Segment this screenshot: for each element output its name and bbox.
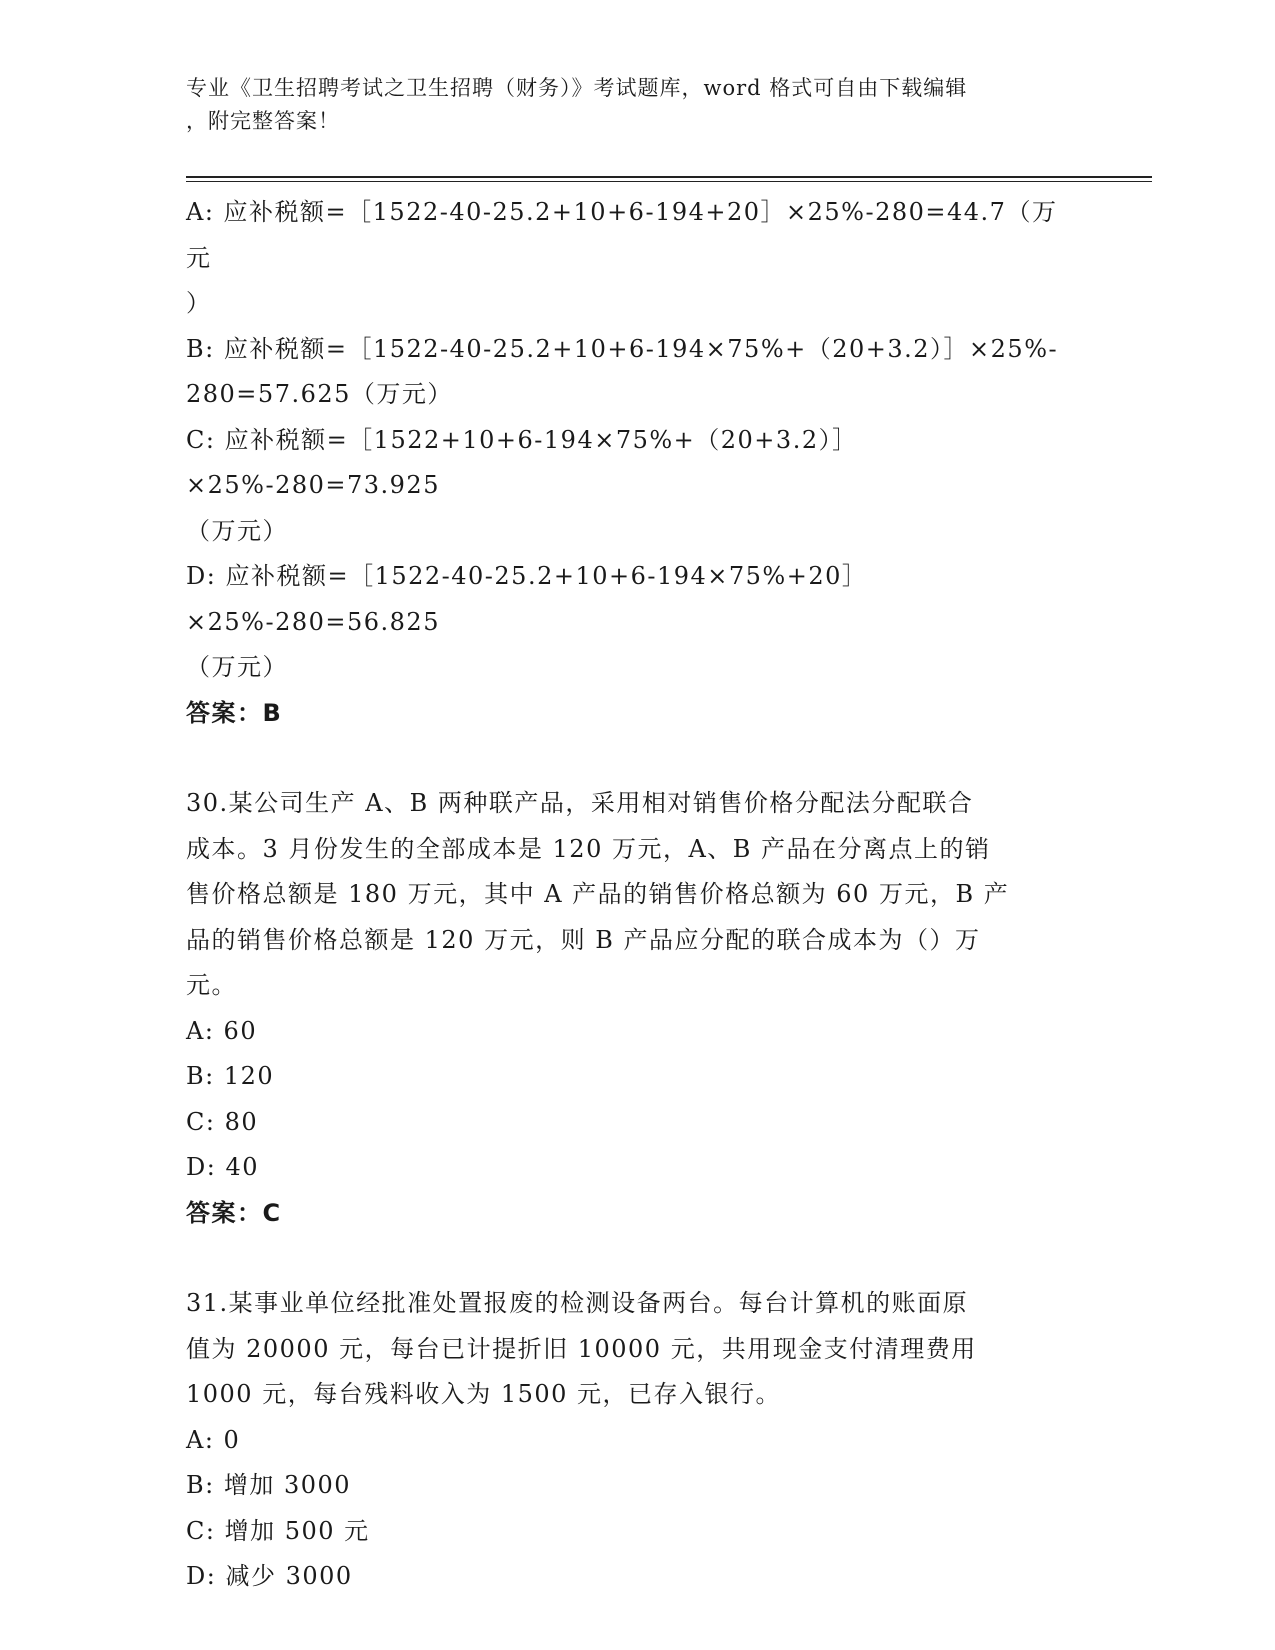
question-text: 31.某事业单位经批准处置报废的检测设备两台。每台计算机的账面原	[186, 1289, 969, 1317]
header-line: 专业《卫生招聘考试之卫生招聘（财务）》考试题库，word 格式可自由下载编辑	[186, 76, 968, 100]
header-line: ，附完整答案！	[186, 109, 340, 133]
option-c: C: 增加 500 元	[186, 1516, 370, 1545]
document-header	[186, 72, 1086, 138]
question-text: 1000 元，每台残料收入为 1500 元，已存入银行。	[186, 1380, 782, 1408]
option-c: C: 80	[186, 1107, 259, 1136]
option-d: D: 减少 3000	[186, 1562, 353, 1590]
question-29-options	[186, 190, 1076, 736]
document-body	[186, 190, 1076, 1600]
option-d: D: 应补税额=［1522-40-25.2+10+6-194×75%+20］×25%-280=56.825	[186, 562, 868, 636]
answer-label: 答案：C	[186, 1198, 282, 1227]
option-d: D: 40	[186, 1153, 259, 1181]
option-d-continued: （万元）	[186, 653, 288, 681]
question-30	[186, 781, 1076, 1236]
option-b: B: 增加 3000	[186, 1471, 352, 1499]
option-c: C: 应补税额=［1522+10+6-194×75%+（20+3.2）］×25%-280=73.925	[186, 425, 858, 499]
option-c-continued: （万元）	[186, 516, 288, 545]
question-text: 元。	[186, 971, 237, 999]
option-a-continued: ）	[186, 289, 212, 317]
header-divider	[186, 176, 1152, 178]
question-text: 售价格总额是 180 万元，其中 A 产品的销售价格总额为 60 万元，B 产	[186, 880, 1010, 908]
header-divider-thin	[186, 181, 1152, 182]
option-b: B: 120	[186, 1062, 275, 1090]
option-b-continued: 280=57.625（万元）	[186, 380, 453, 408]
question-text: 品的销售价格总额是 120 万元，则 B 产品应分配的联合成本为（）万	[186, 925, 981, 954]
answer-label: 答案：B	[186, 698, 283, 727]
option-a: A: 应补税额=［1522-40-25.2+10+6-194+20］×25%-280=44.7（万元	[186, 198, 1058, 272]
question-text: 值为 20000 元，每台已计提折旧 10000 元，共用现金支付清理费用	[186, 1334, 977, 1363]
option-a: A: 0	[186, 1425, 241, 1454]
option-a: A: 60	[186, 1016, 258, 1045]
question-text: 30.某公司生产 A、B 两种联产品，采用相对销售价格分配法分配联合	[186, 789, 974, 817]
option-b: B: 应补税额=［1522-40-25.2+10+6-194×75%+（20+3.2）］×25%-	[186, 334, 1059, 363]
question-text: 成本。3 月份发生的全部成本是 120 万元，A、B 产品在分离点上的销	[186, 834, 991, 863]
question-31	[186, 1281, 1076, 1600]
spacer	[186, 1236, 1076, 1281]
spacer	[186, 736, 1076, 781]
